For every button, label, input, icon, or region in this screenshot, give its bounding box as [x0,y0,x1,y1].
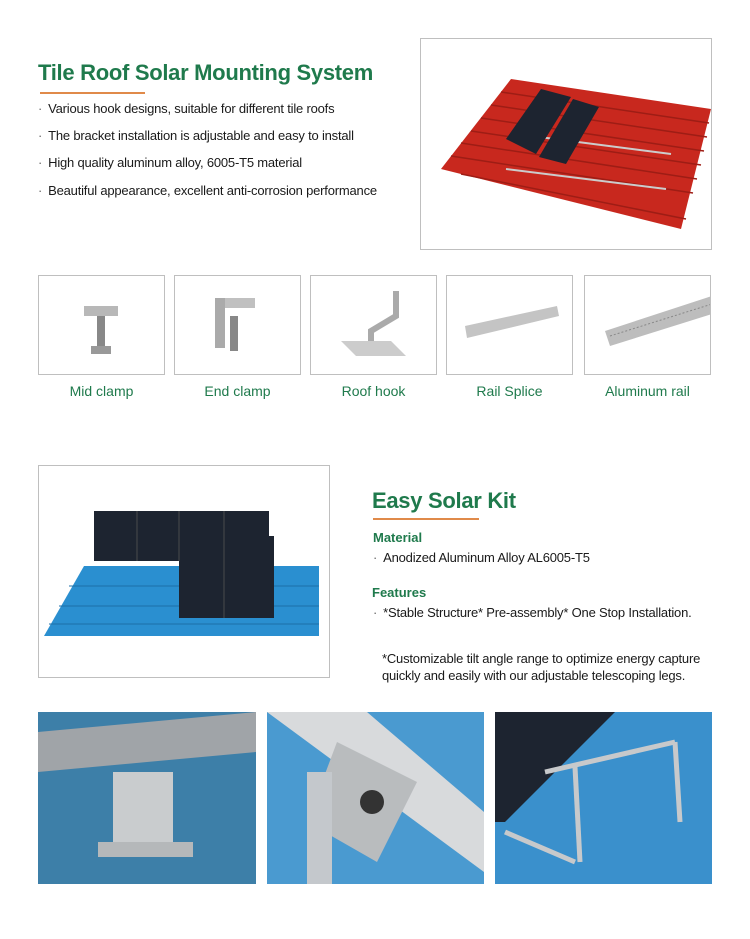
rail-splice-image [446,275,573,375]
features-heading: Features [372,585,427,600]
tilt-note: *Customizable tilt angle range to optimize energy capture quickly and easily with our adjustable telescoping legs. [382,651,701,683]
component-label: Aluminum rail [605,383,690,399]
feature-bullet: · High quality aluminum alloy, 6005-T5 material [38,155,302,170]
mid-clamp-image [38,275,165,375]
component-label: Roof hook [341,383,406,399]
feature-bullet: · Beautiful appearance, excellent anti-corrosion performance [38,183,377,198]
tile-roof-title: Tile Roof Solar Mounting System [38,60,373,85]
bracket-photo-1 [38,712,256,884]
features-bullet: · *Stable Structure* Pre-assembly* One Stop Installation. [373,605,692,620]
kit-title: Easy Solar Kit [372,488,516,513]
feature-bullet: · The bracket installation is adjustable and easy to install [38,128,354,143]
component-label: End clamp [204,383,271,399]
bracket-photo-2 [267,712,484,884]
material-heading: Material [373,530,423,545]
title-underline [40,92,145,94]
aluminum-rail-image [584,275,711,375]
component-label: Rail Splice [476,383,543,399]
feature-bullet: · Various hook designs, suitable for different tile roofs [38,101,334,116]
solar-kit-image [38,465,330,678]
tile-roof-image [420,38,712,250]
kit-title-underline [373,518,479,520]
end-clamp-image [174,275,301,375]
bracket-photo-3 [495,712,712,884]
material-bullet: · Anodized Aluminum Alloy AL6005-T5 [373,550,590,565]
component-label: Mid clamp [69,383,134,399]
roof-hook-image [310,275,437,375]
